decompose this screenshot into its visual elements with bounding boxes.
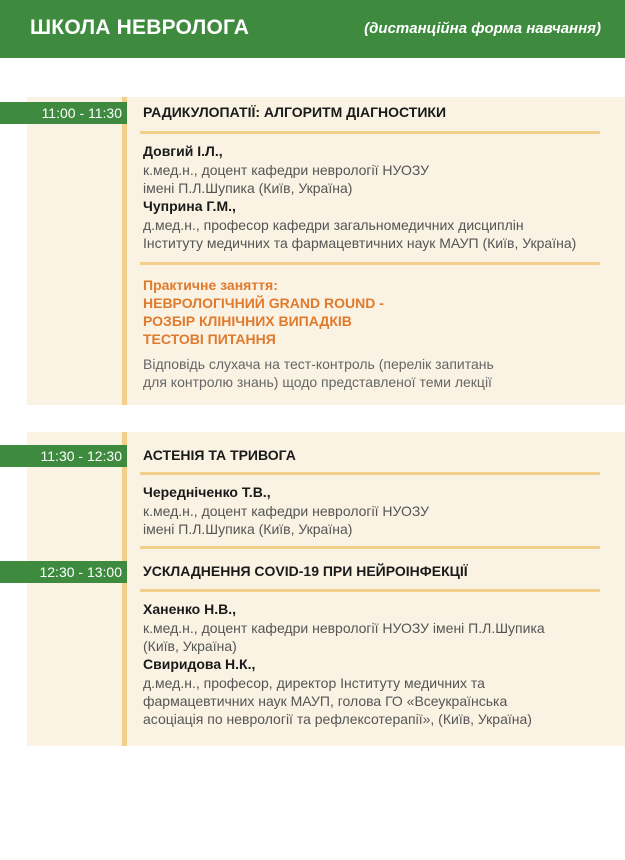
practical-topic: РОЗБІР КЛІНІЧНИХ ВИПАДКІВ bbox=[143, 313, 352, 329]
separator bbox=[140, 131, 600, 134]
separator bbox=[140, 262, 600, 265]
separator bbox=[140, 546, 600, 549]
separator bbox=[140, 472, 600, 475]
session-time: 12:30 - 13:00 bbox=[0, 561, 127, 583]
speaker-name: Чередніченко Т.В., bbox=[143, 484, 271, 500]
session-divider-line bbox=[122, 432, 127, 746]
practical-topic: ТЕСТОВІ ПИТАННЯ bbox=[143, 331, 276, 347]
speaker-info: д.мед.н., професор, директор Інституту медичних та bbox=[143, 675, 485, 691]
separator bbox=[140, 589, 600, 592]
speaker-info: фармацевтичних наук МАУП, голова ГО «Всеукраїнська bbox=[143, 693, 508, 709]
speaker-info: к.мед.н., доцент кафедри неврології НУОЗУ bbox=[143, 503, 430, 519]
session-time: 11:30 - 12:30 bbox=[0, 445, 127, 467]
page-header bbox=[0, 0, 625, 58]
page-subtitle: (дистанційна форма навчання) bbox=[364, 20, 601, 37]
speaker-info: к.мед.н., доцент кафедри неврології НУОЗУ імені П.Л.Шупика bbox=[143, 620, 545, 636]
session-time: 11:00 - 11:30 bbox=[0, 102, 127, 124]
speaker-info: д.мед.н., професор кафедри загальномедичних дисциплін bbox=[143, 217, 524, 233]
speaker-info: імені П.Л.Шупика (Київ, Україна) bbox=[143, 180, 353, 196]
session-divider-line bbox=[122, 97, 127, 405]
practical-topic: НЕВРОЛОГІЧНИЙ GRAND ROUND - bbox=[143, 295, 384, 311]
speaker-info: імені П.Л.Шупика (Київ, Україна) bbox=[143, 521, 353, 537]
session-title: УСКЛАДНЕННЯ COVID-19 ПРИ НЕЙРОІНФЕКЦІЇ bbox=[143, 563, 468, 579]
practical-description: для контролю знань) щодо представленої теми лекції bbox=[143, 374, 492, 390]
session-title: АСТЕНІЯ ТА ТРИВОГА bbox=[143, 447, 296, 463]
speaker-info: (Київ, Україна) bbox=[143, 638, 237, 654]
practical-description: Відповідь слухача на тест-контроль (перелік запитань bbox=[143, 356, 494, 372]
speaker-name: Свиридова Н.К., bbox=[143, 656, 256, 672]
practical-label: Практичне заняття: bbox=[143, 277, 278, 293]
speaker-name: Довгий І.Л., bbox=[143, 143, 223, 159]
session-title: РАДИКУЛОПАТІЇ: АЛГОРИТМ ДІАГНОСТИКИ bbox=[143, 104, 447, 120]
speaker-info: асоціація по неврології та рефлексотерапії», (Київ, Україна) bbox=[143, 711, 532, 727]
speaker-name: Чуприна Г.М., bbox=[143, 198, 236, 214]
speaker-name: Ханенко Н.В., bbox=[143, 601, 236, 617]
page-title: ШКОЛА НЕВРОЛОГА bbox=[30, 16, 250, 39]
speaker-info: Інституту медичних та фармацевтичних наук МАУП (Київ, Україна) bbox=[143, 235, 577, 251]
speaker-info: к.мед.н., доцент кафедри неврології НУОЗУ bbox=[143, 162, 430, 178]
